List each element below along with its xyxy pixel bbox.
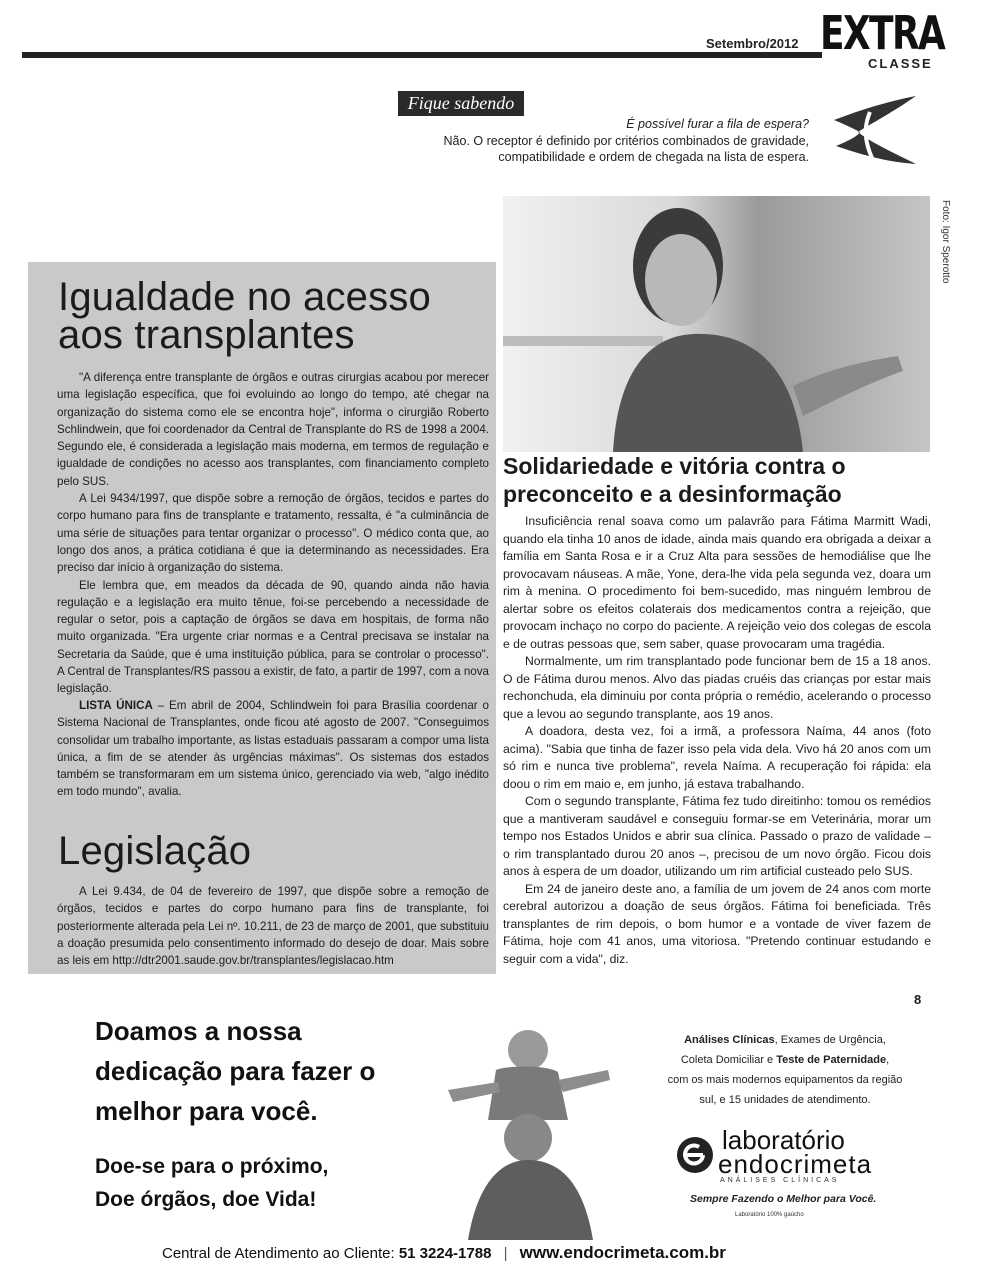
article-paragraph: Insuficiência renal soava como um palavrão para Fátima Marmitt Wadi, quando ela tinha 10 anos de idade, ainda mais quando era obrigada a deixar a família em Santa Rosa e ir a Cruz Alta para sessões de hemodiálise que lhe provocavam náuseas. A mãe, Yone, dera-lhe vida pela segunda vez, doara um rim à menina. O procedimento foi bem-sucedido, mas ninguém lembrou de alertar sobre os efeitos colaterais dos medicamentos contra a rejeição, que provocam inchaço no corpo do paciente. A rejeição veio dos colegas de escola e de outras pessoas que, sem saber, quase provocaram uma tragédia. <box>503 514 931 651</box>
lista-unica-lead: LISTA ÚNICA <box>79 699 153 712</box>
issue-date: Setembro/2012 <box>706 36 799 51</box>
endocrimeta-logo-sub: ANÁLISES CLÍNICAS <box>720 1177 840 1184</box>
article-body-right <box>503 513 931 968</box>
article-paragraph: Normalmente, um rim transplantado pode funcionar bem de 15 a 18 anos. O de Fátima durou menos. Alvo das piadas cruéis das crianças por estar mais rechonchuda, ela diminuiu por conta própria o remédio, acelerando o processo que a levou ao segundo transplante, aos 19 anos. <box>503 654 931 721</box>
article-paragraph: Ele lembra que, em meados da década de 90, quando ainda não havia regulação e a legislação era muito tênue, foi-se percebendo a necessidade de regular o setor, pois a captação de órgãos se dava em hospitais, de forma não muito organizada. "Era urgente criar normas e a Central precisava se instalar na Secretaria da Saúde, que é uma instituição pública, para se controlar o processo". A Central de Transplantes/RS passou a existir, de fato, a partir de 1997, com a nova legislação. <box>57 578 489 696</box>
endocrimeta-logo-icon <box>677 1137 713 1173</box>
endocrimeta-logo-text: laboratório endocrimeta <box>718 1125 873 1179</box>
publication-logo: EXTRA <box>820 6 945 60</box>
article-paragraph: A doadora, desta vez, foi a irmã, a professora Naíma, 44 anos (foto acima). "Sabia que tinha de fazer isso pela vida dela. Vivo há 20 anos com um só rim e nunca tive problema", revela Naíma. A recuperação foi rápida: ela doou o rim em maio e, em junho, já estava trabalhando. <box>503 724 931 791</box>
article-paragraph: Com o segundo transplante, Fátima fez tudo direitinho: tomou os remédios que a mantiveram saudável e conseguiu formar-se em Veterinária, morar um tempo nos Estados Unidos e abrir sua clínica. Passado o prazo de validade – o rim transplantado durou 20 anos –, precisou de um novo órgão. Ficou dois anos à espera de um doador, utilizando um rim artificial custeado pelo SUS. <box>503 794 931 878</box>
legislacao-paragraph: A Lei 9.434, de 04 de fevereiro de 1997, que dispõe sobre a remoção de órgãos, tecidos e partes do corpo humano para fins de transplante, foi posteriormente alterada pela Lei nº. 10.211, de 23 de março de 2001, que substituiu a doação presumida pelo consentimento informado do desejo de doar. Mais sobre as leis em http://dtr2001.saude.gov.br/transplantes/legislacao.htm <box>57 885 489 968</box>
transplant-symbol-icon <box>830 92 920 172</box>
article-title: Igualdade no acesso aos transplantes <box>58 275 431 357</box>
ad-subline <box>95 1150 425 1216</box>
ad-services <box>640 1030 930 1110</box>
header-rule <box>22 52 822 58</box>
publication-logo-sub: CLASSE <box>868 56 933 71</box>
ad-services-line: com os mais modernos equipamentos da região sul, e 15 unidades de atendimento. <box>667 1074 903 1106</box>
ad-phone: 51 3224-1788 <box>398 1245 492 1262</box>
father-child-photo <box>418 1010 618 1240</box>
ad-footer-label: Central de Atendimento ao Cliente: <box>162 1245 395 1262</box>
photo-credit: Foto: Igor Sperotto <box>940 200 951 284</box>
article-paragraph: "A diferença entre transplante de órgãos e outras cirurgias acabou por merecer uma legislação específica, que foi evoluindo ao longo do tempo, até chegar na organização do sistema como ele se encontra hoje", informa o cirurgião Roberto Schlindwein, que foi coordenador da Central de Transplante do RS de 1998 a 2004. Segundo ele, é considerada a legislação mais moderna, em termos de regulação e igualdade de condições no acesso aos transplantes, com financiamento completo pelo SUS. <box>57 371 489 488</box>
article-paragraph: Em 24 de janeiro deste ano, a família de um jovem de 24 anos com morte cerebral autorizou a doação de seus órgãos. Fátima foi beneficiada. Três transplantes de rim depois, o bom humor e a vontade de viver fazem de Fátima, hoje com 41 anos, uma vitoriosa. "Pretendo continuar estudando e seguir com a vida", diz. <box>503 881 931 966</box>
article-body <box>57 369 489 698</box>
ad-subline-2: Doe órgãos, doe Vida! <box>95 1188 317 1211</box>
article-paragraph: A Lei 9434/1997, que dispõe sobre a remoção de órgãos, tecidos e partes do corpo humano para fins de transplante e tratamento, ressalta, é "a culminância de uma série de situações para tentar organizar o processo". O médico conta que, ao longo dos anos, a prática cotidiana é que ia determinando as necessidades. Era preciso dar início à organização do sistema. <box>57 492 489 575</box>
ad-small-print: Laboratório 100% gaúcho <box>735 1212 804 1218</box>
portrait-photo <box>503 196 930 452</box>
legislacao-title: Legislação <box>58 829 252 873</box>
ad-services-line: Análises Clínicas, Exames de Urgência, <box>684 1034 886 1046</box>
page-number: 8 <box>914 992 922 1007</box>
lista-unica-paragraph <box>57 697 489 801</box>
ad-footer-separator: | <box>503 1245 508 1262</box>
legislacao-body <box>57 883 489 969</box>
ad-footer <box>162 1243 726 1263</box>
ad-headline: Doamos a nossa dedicação para fazer o melhor para você. <box>95 1016 376 1126</box>
fique-sabendo-answer: Não. O receptor é definido por critérios combinados de gravidade, compatibilidade e ordem de chegada na lista de espera. <box>443 134 809 164</box>
ad-services-line: Coleta Domiciliar e Teste de Paternidade, <box>680 1054 890 1066</box>
fique-sabendo-question: É possível furar a fila de espera? <box>626 117 809 131</box>
fique-sabendo-badge: Fique sabendo <box>398 91 524 116</box>
woman-portrait-illustration <box>503 196 930 452</box>
ad-website: www.endocrimeta.com.br <box>519 1243 726 1262</box>
ad-subline-1: Doe-se para o próximo, <box>95 1155 329 1178</box>
article-title-right: Solidariedade e vitória contra o preconceito e a desinformação <box>503 453 846 507</box>
lista-unica-section <box>57 697 489 801</box>
ad-tagline: Sempre Fazendo o Melhor para Você. <box>690 1193 877 1205</box>
lista-unica-text: – Em abril de 2004, Schlindwein foi para Brasília coordenar o Sistema Nacional de Transplantes, onde ficou até agosto de 2007. "Conseguimos consolidar um trabalho importante, as listas estaduais passaram a compor uma lista única, a fim de se atender às urgências máximas". Os sistemas dos estados também se transformaram em um sistema único, gerenciado via web, "algo inédito em todo mundo", avalia. <box>57 699 489 799</box>
